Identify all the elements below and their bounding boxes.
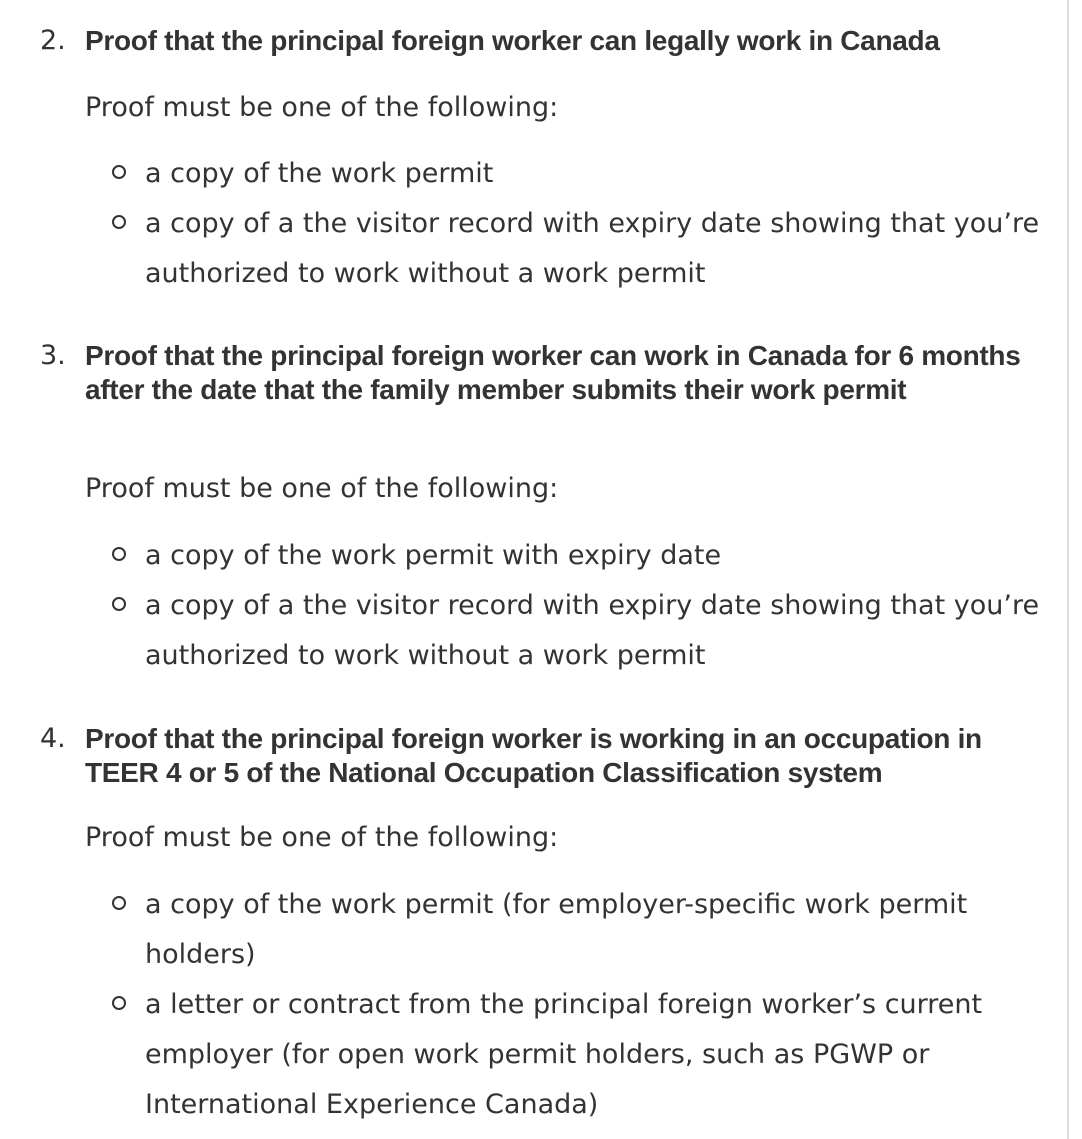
section-heading: Proof that the principal foreign worker is working in an occupation in TEER 4 or 5 of the National Occupation Classification system <box>85 723 982 788</box>
list-item-text: a copy of the work permit <box>145 158 494 189</box>
hollow-bullet-icon <box>112 165 126 179</box>
section-heading: Proof that the principal foreign worker can legally work in Canada <box>85 25 940 56</box>
hollow-bullet-icon <box>112 547 126 561</box>
hollow-bullet-icon <box>112 996 126 1010</box>
list-item-text: a copy of a the visitor record with expiry date showing that you’re authorized to work without a work permit <box>145 208 1040 289</box>
list-item <box>145 980 1045 1130</box>
section-intro: Proof must be one of the following: <box>85 822 559 853</box>
list-item <box>145 531 1045 581</box>
section-number: 2. <box>40 25 66 56</box>
proof-list <box>145 531 1045 681</box>
hollow-bullet-icon <box>112 597 126 611</box>
list-item <box>145 880 1045 980</box>
section-intro: Proof must be one of the following: <box>85 92 559 123</box>
list-item <box>145 149 1045 199</box>
section-intro: Proof must be one of the following: <box>85 473 559 504</box>
list-item-text: a copy of the work permit with expiry date <box>145 540 722 571</box>
list-item <box>145 581 1045 681</box>
proof-list <box>145 149 1045 299</box>
list-item-text: a copy of the work permit (for employer-specific work permit holders) <box>145 889 968 970</box>
hollow-bullet-icon <box>112 215 126 229</box>
list-item-text: a letter or contract from the principal foreign worker’s current employer (for open work permit holders, such as PGWP or International Experience Canada) <box>145 989 983 1120</box>
hollow-bullet-icon <box>112 896 126 910</box>
page-edge-divider <box>1067 0 1069 1139</box>
section-number: 3. <box>40 340 66 371</box>
proof-list <box>145 880 1045 1130</box>
section-heading: Proof that the principal foreign worker can work in Canada for 6 months after the date that the family member submits their work permit <box>85 340 1021 405</box>
section-number: 4. <box>40 723 66 754</box>
list-item-text: a copy of a the visitor record with expiry date showing that you’re authorized to work without a work permit <box>145 590 1040 671</box>
list-item <box>145 199 1045 299</box>
